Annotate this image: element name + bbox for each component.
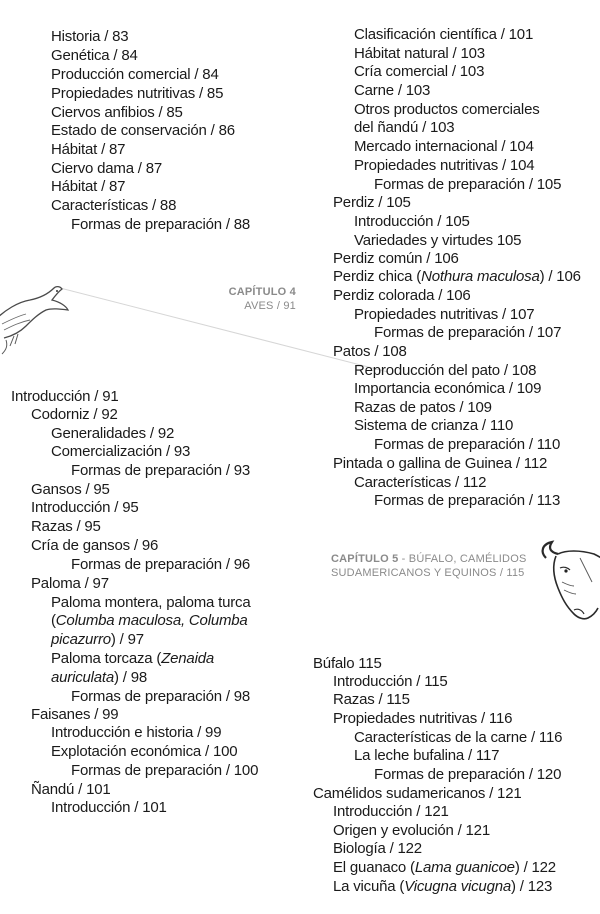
toc-entry-columba-maculosa-columba xyxy=(51,612,248,630)
toc-entry-clasificacion-cientifica-101: Clasificación científica / 101 xyxy=(354,26,534,43)
toc-entry-text: El guanaco ( xyxy=(333,859,415,876)
toc-entry-paloma-montera-paloma-turca: Paloma montera, paloma turca xyxy=(51,594,251,611)
toc-entry-propiedades-nutritivas-107: Propiedades nutritivas / 107 xyxy=(354,306,535,323)
toc-entry-scientific-name: Columba maculosa, Columba xyxy=(55,612,248,629)
toc-entry-razas-115: Razas / 115 xyxy=(333,691,410,708)
toc-entry-razas-de-patos-109: Razas de patos / 109 xyxy=(354,399,492,416)
toc-entry-formas-de-preparacion-110: Formas de preparación / 110 xyxy=(374,436,561,453)
chapter-4-number: CAPÍTULO 4 xyxy=(228,286,296,298)
toc-entry-la-vicuna-vicugna-vicugna-123 xyxy=(333,878,552,896)
toc-entry-ciervo-dama-87: Ciervo dama / 87 xyxy=(51,160,163,177)
toc-entry-perdiz-comun-106: Perdiz común / 106 xyxy=(333,250,459,267)
toc-entry-mercado-internacional-104: Mercado internacional / 104 xyxy=(354,138,534,155)
toc-entry-genetica-84: Genética / 84 xyxy=(51,47,138,64)
toc-entry-introduccion-95: Introducción / 95 xyxy=(31,499,139,516)
toc-entry-scientific-name: Lama guanicoe xyxy=(414,859,515,876)
toc-entry-caracteristicas-112: Características / 112 xyxy=(354,474,487,491)
toc-entry-estado-de-conservacion-86: Estado de conservación / 86 xyxy=(51,122,235,139)
toc-entry-del-nandu-103: del ñandú / 103 xyxy=(354,119,455,136)
toc-entry-formas-de-preparacion-113: Formas de preparación / 113 xyxy=(374,492,561,509)
toc-entry-scientific-name: Vicugna vicugna xyxy=(404,878,511,895)
toc-entry-formas-de-preparacion-93: Formas de preparación / 93 xyxy=(71,462,251,479)
toc-entry-page: ) / 98 xyxy=(114,669,148,686)
toc-entry-patos-108: Patos / 108 xyxy=(333,343,407,360)
toc-entry-habitat-natural-103: Hábitat natural / 103 xyxy=(354,45,485,62)
toc-entry-nandu-101: Ñandú / 101 xyxy=(31,781,111,798)
toc-entry-variedades-y-virtudes-105: Variedades y virtudes 105 xyxy=(354,232,522,249)
toc-entry-importancia-economica-109: Importancia económica / 109 xyxy=(354,380,542,397)
toc-entry-generalidades-92: Generalidades / 92 xyxy=(51,425,175,442)
toc-entry-carne-103: Carne / 103 xyxy=(354,82,431,99)
bird-illustration xyxy=(0,280,70,360)
toc-entry-formas-de-preparacion-120: Formas de preparación / 120 xyxy=(374,766,562,783)
toc-entry-razas-95: Razas / 95 xyxy=(31,518,101,535)
toc-entry-page: ) / 97 xyxy=(110,631,144,648)
toc-entry-la-leche-bufalina-117: La leche bufalina / 117 xyxy=(354,747,500,764)
toc-entry-introduccion-e-historia-99: Introducción e historia / 99 xyxy=(51,724,222,741)
toc-entry-introduccion-105: Introducción / 105 xyxy=(354,213,470,230)
chapter-5-title-line2: SUDAMERICANOS Y EQUINOS / 115 xyxy=(331,567,525,579)
toc-entry-text: La vicuña ( xyxy=(333,878,405,895)
toc-entry-historia-83: Historia / 83 xyxy=(51,28,129,45)
chapter-4-title: AVES / 91 xyxy=(244,300,296,312)
toc-entry-formas-de-preparacion-96: Formas de preparación / 96 xyxy=(71,556,251,573)
toc-entry-sistema-de-crianza-110: Sistema de crianza / 110 xyxy=(354,417,514,434)
chapter-4-heading xyxy=(229,285,296,313)
toc-entry-page: ) / 106 xyxy=(539,268,581,285)
toc-entry-explotacion-economica-100: Explotación económica / 100 xyxy=(51,743,238,760)
chapter-5-heading xyxy=(331,552,527,580)
buffalo-illustration xyxy=(536,538,600,628)
toc-entry-picazurro-97 xyxy=(51,631,144,649)
toc-entry-scientific-name: picazurro xyxy=(51,631,111,648)
toc-entry-scientific-name: auriculata xyxy=(51,669,115,686)
toc-entry-text: ( xyxy=(51,612,56,629)
toc-entry-scientific-name: Nothura maculosa xyxy=(421,268,540,285)
chapter-5-title-line1: - BÚFALO, CAMÉLIDOS xyxy=(398,553,527,565)
toc-entry-faisanes-99: Faisanes / 99 xyxy=(31,706,119,723)
toc-entry-reproduccion-del-pato-108: Reproducción del pato / 108 xyxy=(354,362,537,379)
toc-entry-page: ) / 123 xyxy=(511,878,553,895)
toc-entry-propiedades-nutritivas-116: Propiedades nutritivas / 116 xyxy=(333,710,513,727)
toc-entry-cria-comercial-103: Cría comercial / 103 xyxy=(354,63,485,80)
toc-entry-formas-de-preparacion-107: Formas de preparación / 107 xyxy=(374,324,562,341)
toc-entry-introduccion-115: Introducción / 115 xyxy=(333,673,448,690)
toc-entry-propiedades-nutritivas-85: Propiedades nutritivas / 85 xyxy=(51,85,224,102)
toc-entry-formas-de-preparacion-100: Formas de preparación / 100 xyxy=(71,762,259,779)
toc-entry-biologia-122: Biología / 122 xyxy=(333,840,422,857)
toc-entry-ciervos-anfibios-85: Ciervos anfibios / 85 xyxy=(51,104,183,121)
toc-entry-perdiz-colorada-106: Perdiz colorada / 106 xyxy=(333,287,471,304)
toc-entry-paloma-97: Paloma / 97 xyxy=(31,575,109,592)
toc-entry-formas-de-preparacion-105: Formas de preparación / 105 xyxy=(374,176,562,193)
toc-entry-paloma-torcaza-zenaida xyxy=(51,650,214,668)
toc-entry-caracteristicas-88: Características / 88 xyxy=(51,197,177,214)
toc-entry-origen-y-evolucion-121: Origen y evolución / 121 xyxy=(333,822,490,839)
toc-entry-cria-de-gansos-96: Cría de gansos / 96 xyxy=(31,537,159,554)
toc-entry-otros-productos-comerciales: Otros productos comerciales xyxy=(354,101,540,118)
chapter-5-number: CAPÍTULO 5 xyxy=(331,553,399,565)
toc-entry-habitat-87: Hábitat / 87 xyxy=(51,141,126,158)
toc-entry-introduccion-101: Introducción / 101 xyxy=(51,799,167,816)
toc-entry-page: ) / 122 xyxy=(514,859,556,876)
toc-entry-pintada-o-gallina-de-guinea-112: Pintada o gallina de Guinea / 112 xyxy=(333,455,548,472)
toc-entry-introduccion-91: Introducción / 91 xyxy=(11,388,119,405)
toc-entry-formas-de-preparacion-98: Formas de preparación / 98 xyxy=(71,688,251,705)
toc-entry-codorniz-92: Codorniz / 92 xyxy=(31,406,118,423)
toc-entry-scientific-name: Zenaida xyxy=(161,650,214,667)
toc-entry-gansos-95: Gansos / 95 xyxy=(31,481,110,498)
toc-entry-el-guanaco-lama-guanicoe-122 xyxy=(333,859,556,877)
toc-entry-text: Perdiz chica ( xyxy=(333,268,422,285)
toc-entry-produccion-comercial-84: Producción comercial / 84 xyxy=(51,66,219,83)
toc-entry-camelidos-sudamericanos-121: Camélidos sudamericanos / 121 xyxy=(313,785,522,802)
toc-entry-introduccion-121: Introducción / 121 xyxy=(333,803,449,820)
toc-entry-perdiz-105: Perdiz / 105 xyxy=(333,194,411,211)
toc-entry-habitat-87: Hábitat / 87 xyxy=(51,178,126,195)
toc-entry-propiedades-nutritivas-104: Propiedades nutritivas / 104 xyxy=(354,157,535,174)
toc-entry-formas-de-preparacion-88: Formas de preparación / 88 xyxy=(71,216,251,233)
toc-entry-auriculata-98 xyxy=(51,669,147,687)
toc-entry-bufalo-115: Búfalo 115 xyxy=(313,655,382,672)
toc-entry-comercializacion-93: Comercialización / 93 xyxy=(51,443,191,460)
toc-entry-caracteristicas-de-la-carne-116: Características de la carne / 116 xyxy=(354,729,563,746)
toc-entry-text: Paloma torcaza ( xyxy=(51,650,162,667)
toc-entry-perdiz-chica-nothura-maculosa-106 xyxy=(333,268,581,286)
